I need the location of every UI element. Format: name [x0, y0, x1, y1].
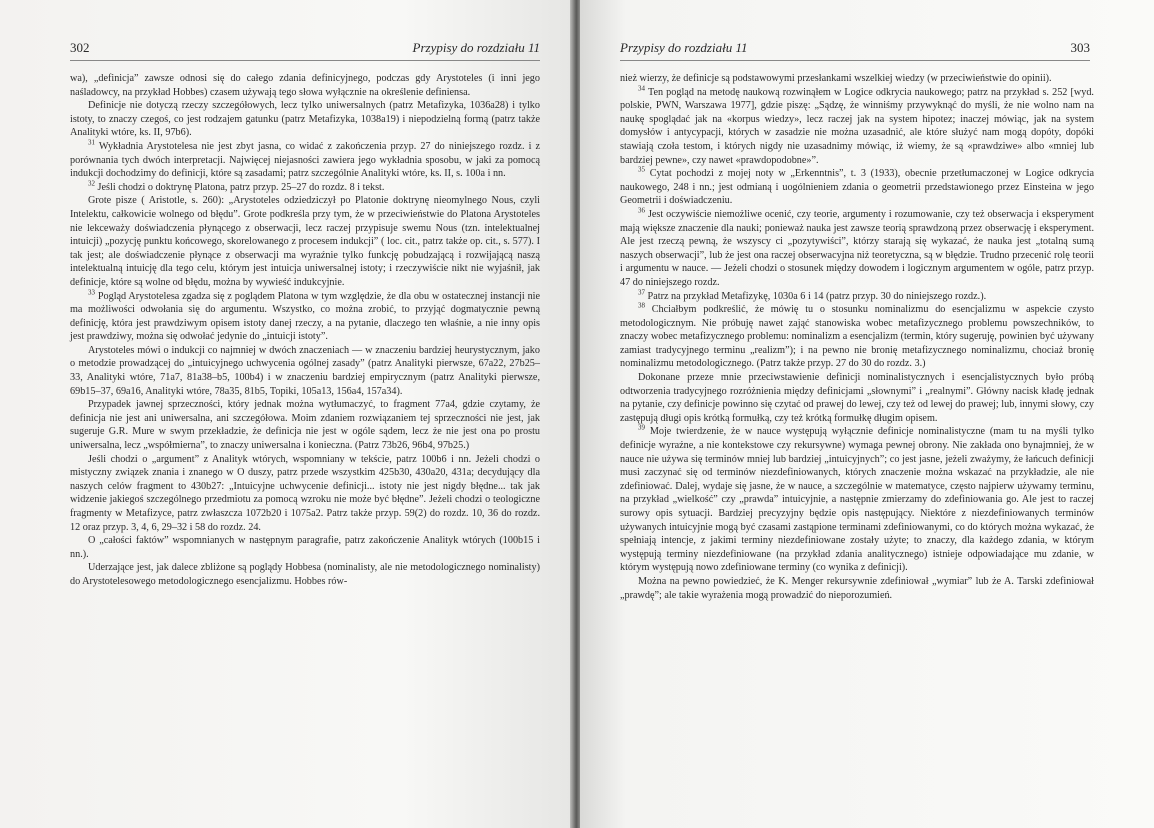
footnote-paragraph — [70, 561, 540, 588]
left-page-body — [70, 72, 540, 589]
footnote-text: Dokonane przeze mnie przeciwstawienie definicji nominalistycznych i esencjalistycznych było próbą odtworzenia tradycyjnego rozróżnienia między definicjami „słownymi” i „realnymi”. Główny nacisk kładę jednak na pytanie, czy definicje powinno się czytać od prawej do lewej, czy też od lewej do prawej; lub, innymi słowy, czy zastępują długi opis krótką formułką, czy też krótką formułkę długim opisem. — [620, 372, 1094, 424]
footnote-text: O „całości faktów” wspomnianych w następnym paragrafie, patrz zakończenie Analityk wtórych (100b15 i nn.). — [70, 535, 540, 560]
footnote-text: wa), „definicja” zawsze odnosi się do całego zdania definicyjnego, podczas gdy Arystoteles (i inni jego naśladowcy, na przykład Hobbes) czasem używają tego słowa wyłącznie na określenie definiensa. — [70, 73, 540, 98]
footnote-number: 35 — [638, 165, 645, 174]
right-running-head: Przypisy do rozdziału 11 — [620, 40, 748, 55]
left-page-number: 302 — [70, 40, 90, 55]
left-running-head: Przypisy do rozdziału 11 — [412, 40, 540, 55]
footnote-paragraph — [70, 453, 540, 535]
footnote-paragraph — [70, 181, 540, 195]
right-page — [580, 0, 1154, 828]
footnote-text: Można na pewno powiedzieć, że K. Menger rekursywnie zdefiniował „wymiar” lub że A. Tarski zdefiniował „prawdę”; ale takie wyrażenia mogą prowadzić do nieporozumień. — [620, 575, 1094, 601]
footnote-text: Chciałbym podkreślić, że mówię tu o stosunku nominalizmu do esencjalizmu w aspekcie czysto metodologicznym. Nie próbuję nawet zająć stanowiska wobec metafizycznego problemu powszechników, to znaczy wobec metafizycznego problemu: nominalizm a esencjalizm (termin, który sugeruję, powinien być używany zamiast tradycyjnego terminu „realizm”); i na pewno nie bronię metafizycznego nominalizmu, chociaż bronię nominalizmu metodologicznego. (Patrz także przyp. 27 do 30 do rozdz. 3.) — [620, 304, 1094, 370]
right-header-rule — [620, 60, 1090, 61]
footnote-paragraph — [70, 398, 540, 452]
footnote-text: Moje twierdzenie, że w nauce występują wyłącznie definicje nominalistyczne (mam tu na myśli tylko definicje wyraźne, a nie kontekstowe czy rekursywne) wymaga pewnej obrony. Nie zakłada ono bynajmniej, że w nauce nie używa się terminów mniej lub bardziej „intuicyjnych”; co jest jasne, jeżeli zważymy, że łańcuch definicji musi zaczynać się od terminów niezdefiniowanych, których znaczenie można wskazać na przykładzie, ale nie zdefiniować. Dalej, wydaje się jasne, że w nauce, a szczególnie w matematyce, często najpierw używamy terminu, na przykład „wielkość” czy „prawda” intuicyjnie, a następnie zmierzamy do zdefiniowania go. Ale jest to raczej surowy opis sytuacji. Bardziej precyzyjny będzie opis następujący. Niektóre z niezdefiniowanych terminów używanych intuicyjnie mogą być czasami zastąpione terminami zdefiniowanymi, co do których można wykazać, że spełniają intencje, z jakimi terminy niezdefiniowane zostały użyte; to znaczy, dla każdego zdania, w którym występują terminy niezdefiniowane (na przykład zdania analitycznego) istnieje odpowiadające mu zdanie, w którym występują nowo zdefiniowane terminy (co wynika z definicji). — [620, 426, 1095, 574]
footnote-number: 33 — [88, 288, 95, 297]
footnote-paragraph — [620, 86, 1094, 168]
right-page-body — [620, 72, 1094, 602]
footnote-paragraph — [70, 290, 540, 344]
footnote-text: Uderzające jest, jak dalece zbliżone są poglądy Hobbesa (nominalisty, ale nie metodologicznego nominalisty) do Arystotelesowego metodologicznego esencjalizmu. Hobbes rów- — [70, 562, 540, 587]
footnote-number: 38 — [638, 301, 645, 310]
footnote-paragraph — [620, 575, 1094, 602]
footnote-text: Cytat pochodzi z mojej noty w „Erkenntnis”, t. 3 (1933), obecnie przetłumaczonej w Logice odkrycia naukowego, 248 i nn.; jest odmianą i uogólnieniem zdania o geometrii przedstawionego przez Einsteina w jego Geometrii i doświadczeniu. — [620, 168, 1094, 207]
footnote-paragraph — [70, 344, 540, 398]
footnote-paragraph — [620, 425, 1094, 575]
footnote-paragraph — [620, 208, 1094, 290]
footnote-text: Patrz na przykład Metafizykę, 1030a 6 i 14 (patrz przyp. 30 do niniejszego rozdz.). — [647, 290, 987, 302]
left-page — [0, 0, 574, 828]
footnote-paragraph — [70, 194, 540, 289]
footnote-paragraph — [620, 303, 1094, 371]
footnote-number: 39 — [638, 424, 645, 433]
left-header-rule — [70, 60, 540, 61]
footnote-paragraph — [620, 167, 1094, 208]
footnote-paragraph — [620, 371, 1094, 425]
footnote-text: nież wierzy, że definicje są podstawowymi przesłankami wszelkiej wiedzy (w przeciwieństwie do opinii). — [620, 73, 1052, 84]
footnote-text: Jeśli chodzi o „argument” z Analityk wtórych, wspomniany w tekście, patrz 100b6 i nn. Jeżeli chodzi o mistyczny związek znania i znanego w O duszy, patrz przede wszystkim 425b30, 430a20, 431a; decydujący dla naszych celów fragment to 430b27: „Intuicyjne uchwycenie definicji... istoty nie jest nigdy błędne... tak jak widzenie jakiegoś szczególnego przedmiotu za pomocą wzroku nie może być błędne”. Jeżeli chodzi o teologiczne fragmenty w Metafizyce, patrz zwłaszcza 1072b20 i 1075a2. Patrz także przyp. 59(2) do rozdz. 10, 36 do rozdz. 12 oraz przyp. 3, 4, 6, 29–32 i 58 do rozdz. 24. — [70, 453, 540, 533]
footnote-text: Arystoteles mówi o indukcji co najmniej w dwóch znaczeniach — w znaczeniu bardziej heurystycznym, jako o metodzie prowadzącej do „intuicyjnego uchwycenia ogólnej zasady” (patrz Analityki pierwsze, 67a22, 27b25–33, Analityki wtóre, 71a7, 81a38–b5, 100b4) i w znaczeniu bardziej empirycznym (patrz Analityki pierwsze, 69b15–37, 69a16, Analityki wtóre, 78a35, 81b5, Topiki, 105a13, 156a4, 157a34). — [70, 344, 540, 397]
footnote-number: 34 — [638, 84, 645, 93]
footnote-text: Jest oczywiście niemożliwe ocenić, czy teorie, argumenty i rozumowanie, czy też obserwacja i eksperyment mają większe znaczenie dla nauki; ponieważ nauka jest zawsze teorią sprawdzoną przez obserwację i eksperyment. Ale jest rzeczą pewną, że wszyscy ci „pozytywiści”, którzy starają się wykazać, że nauka jest „totalną sumą naszych obserwacji”, lub że jest ona raczej obserwacyjna niż teoretyczna, są w błędzie. Trudno przecenić rolę teorii i argumentu w nauce. — Jeżeli chodzi o stosunek między dowodem i logicznym argumentem w ogóle, patrz przyp. 47 do niniejszego rozdz. — [620, 208, 1095, 288]
right-page-number: 303 — [1070, 40, 1090, 55]
footnote-paragraph — [620, 72, 1094, 86]
footnote-paragraph — [70, 140, 540, 181]
footnote-text: Pogląd Arystotelesa zgadza się z poglądem Platona w tym względzie, że dla obu w ostatecznej instancji nie ma możliwości odwołania się do argumentu. Wszystko, co można zrobić, to przyjąć dogmatycznie pewną definicję, która jest prawdziwym opisem istoty danej rzeczy, a na pytanie, dlaczego ten właśnie, a nie inny opis jest prawdziwy, można się odwołać jedynie do „intuicji istoty”. — [70, 290, 541, 343]
footnote-text: Grote pisze ( Aristotle, s. 260): „Arystoteles odziedziczył po Platonie doktrynę nieomylnego Nous, czyli Intelektu, całkowicie wolnego od błędu”. Grote podkreśla przy tym, że w przeciwieństwie do Platona Arystoteles nie lekceważy doświadczenia płynącego z obserwacji, lecz raczej przypisuje swemu Nous (tzn. intelektualnej intuicji) „pozycję punktu końcowego, skorelowanego z procesem indukcji” ( loc. cit., patrz także op. cit., s. 577). I tak jest; ale doświadczenie płynące z obserwacji ma wyraźnie tylko funkcję pobudzającą i rozwijającą naszą intelektualną intuicję dla tego celu, którym jest intuicja uniwersalnej istoty; i rzeczywiście nikt nie wyjaśnił, jak definicje, które są wolne od błędu, można by wywieść indukcyjnie. — [70, 195, 540, 288]
footnote-text: Jeśli chodzi o doktrynę Platona, patrz przyp. 25–27 do rozdz. 8 i tekst. — [97, 181, 385, 193]
footnote-number: 31 — [88, 138, 95, 147]
footnote-number: 32 — [88, 179, 95, 188]
footnote-paragraph — [70, 72, 540, 99]
footnote-text: Wykładnia Arystotelesa nie jest zbyt jasna, co widać z zakończenia przyp. 27 do niniejszego rozdz. i z porównania tych dwóch interpretacji. Najwięcej niejasności zawiera jego wykładnia sposobu, w jaki za pomocą indukcji dochodzimy do definicji, które są zasadami; patrz szczególnie Analityki wtóre, ks. II, s. 100a i nn. — [70, 140, 540, 180]
footnote-number: 37 — [638, 288, 645, 297]
footnote-paragraph — [70, 99, 540, 140]
footnote-text: Przypadek jawnej sprzeczności, który jednak można wytłumaczyć, to fragment 77a4, gdzie czytamy, że definicja nie jest ani uniwersalna, ani szczegółowa. Moim zdaniem rozwiązaniem tej sprzeczności nie jest, jak sugeruje G.R. Mure w swym przekładzie, że definicja nie jest w ogóle sądem, lecz że nie jest ona po prostu uniwersalna, lecz „współmierna”, to znaczy uniwersalna i konieczna. (Patrz 73b26, 96b4, 97b25.) — [70, 399, 540, 452]
footnote-number: 36 — [638, 206, 645, 215]
footnote-text: Definicje nie dotyczą rzeczy szczegółowych, lecz tylko uniwersalnych (patrz Metafizyka, 1036a28) i tylko istoty, to znaczy czegoś, co jest rodzajem gatunku (patrz Metafizyka, 1038a19) i niepodzielną formą (patrz także Analityki wtóre, ks. II, 97b6). — [70, 100, 540, 139]
footnote-paragraph — [70, 534, 540, 561]
footnote-paragraph — [620, 290, 1094, 304]
footnote-text: Ten pogląd na metodę naukową rozwinąłem w Logice odkrycia naukowego; patrz na przykład s. 252 [wyd. polskie, PWN, Warszawa 1977], gdzie piszę: „Sądzę, że winniśmy przywyknąć do myśli, że nie wolno nam na naukę spoglądać jak na «korpus wiedzy», lecz raczej jak na system hipotez; inaczej mówiąc, jak na system domysłów i antycypacji, których w zasadzie nie można uzasadnić, ale które służyć nam mogą dopóty, dopóki stawiają czoła testom, i których nigdy nie uzasadnimy mówiąc, iż wiemy, że są «prawdziwe» albo «mniej lub bardziej pewne», czy nawet «prawdopodobne»”. — [620, 86, 1094, 166]
